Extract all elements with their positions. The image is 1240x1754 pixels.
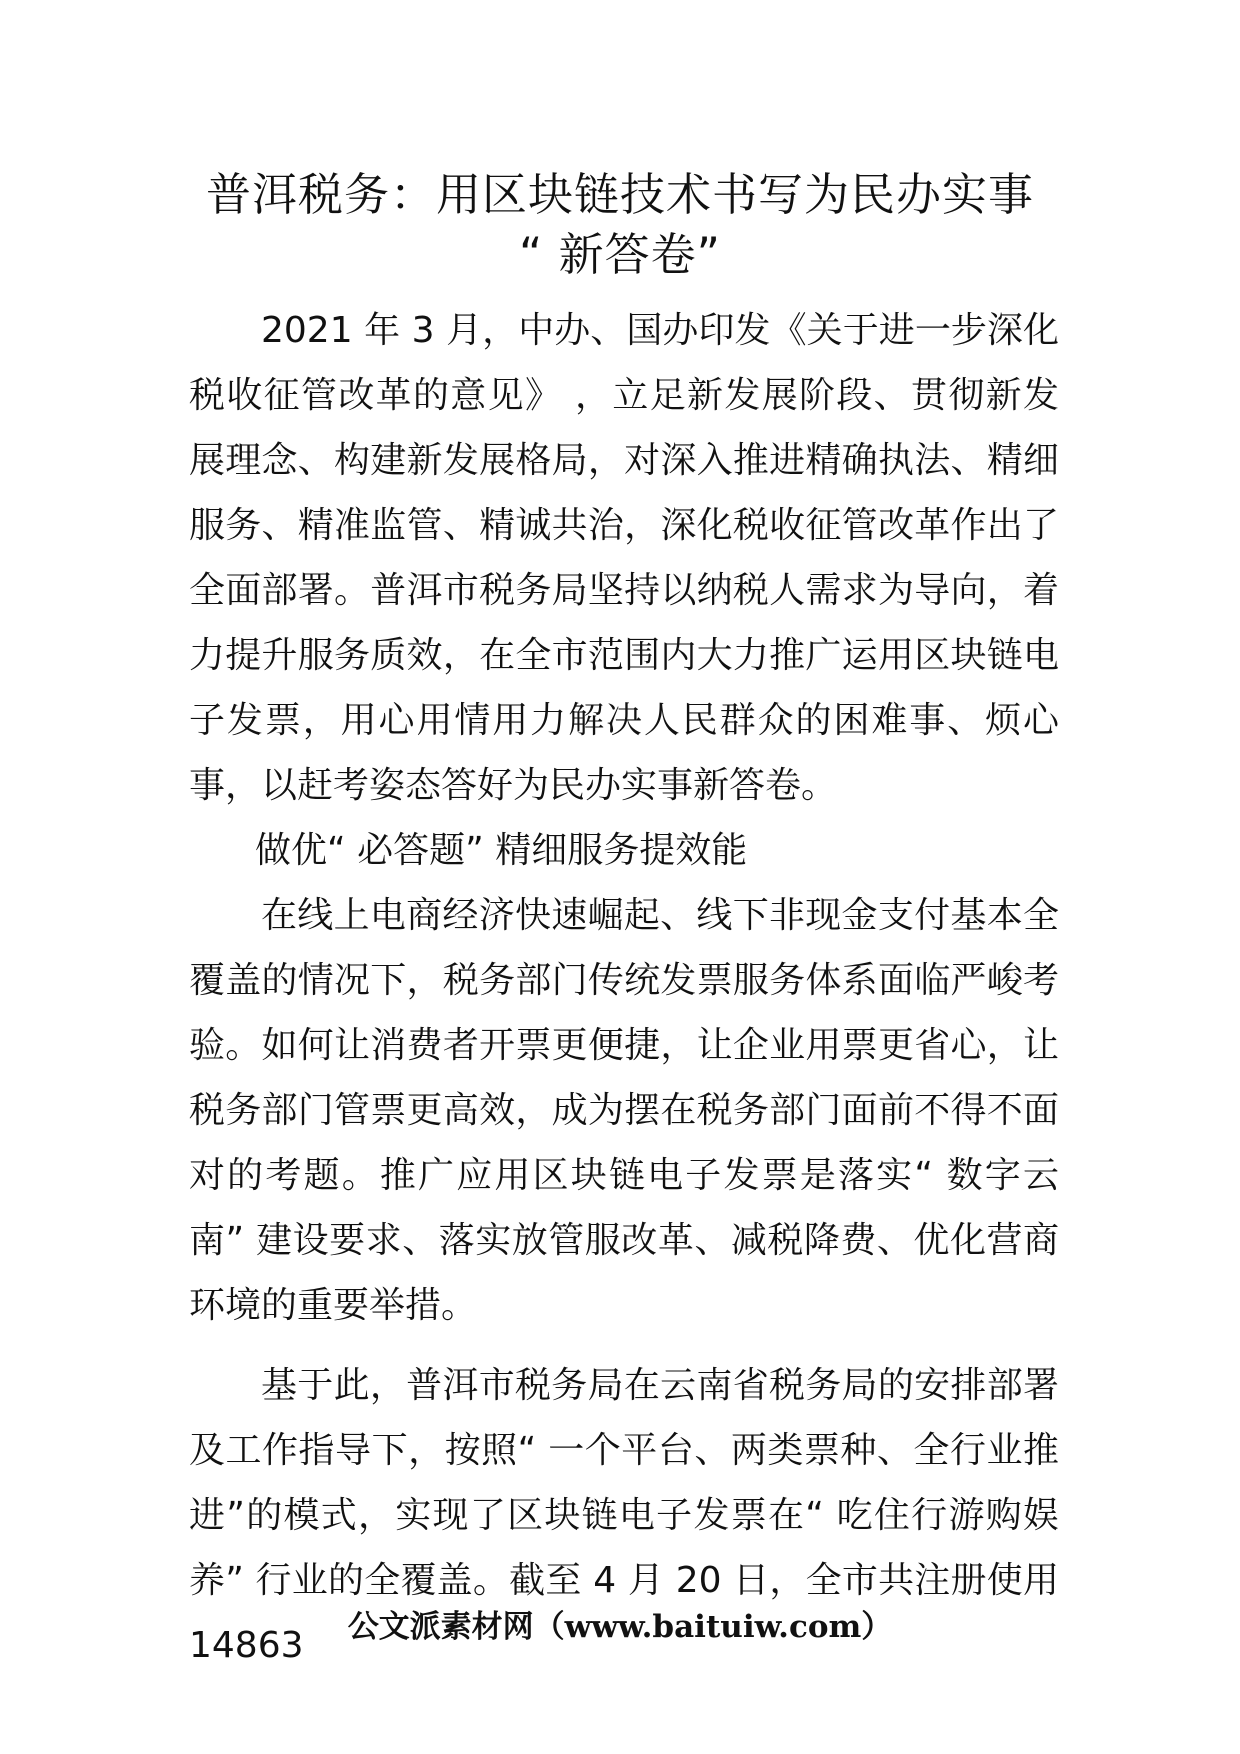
section-heading: 做优“ 必答题” 精细服务提效能 bbox=[255, 830, 748, 871]
paragraph-implementation: 基于此，普洱市税务局在云南省税务局的安排部署及工作指导下，按照“ 一个平台、两类票种、全行业推进”的模式，实现了区块链电子发票在“ 吃住行游购娱养” 行业的全覆盖。截至 4 月 20 日，全市共注册使用 14863 bbox=[189, 1365, 1059, 1666]
paragraph-background: 在线上电商经济快速崛起、线下非现金支付基本全覆盖的情况下，税务部门传统发票服务体系面临严峻考验。如何让消费者开票更便捷，让企业用票更省心，让税务部门管票更高效，成为摆在税务部门面前不得不面对的考题。推广应用区块链电子发票是落实“ 数字云南” 建设要求、落实放管服改革、减税降费、优化营商环境的重要举措。 bbox=[189, 895, 1059, 1326]
page-footer: 公文派素材网（www.baituiw.com） bbox=[347, 1609, 893, 1645]
title-line-2: “ 新答卷” bbox=[519, 228, 721, 281]
document-body bbox=[189, 298, 1059, 1678]
document-title bbox=[150, 165, 1090, 285]
title-line-1: 普洱税务：用区块链技术书写为民办实事 bbox=[205, 168, 1034, 221]
paragraph-intro: 2021 年 3 月，中办、国办印发《关于进一步深化税收征管改革的意见》 ，立足新发展阶段、贯彻新发展理念、构建新发展格局，对深入推进精确执法、精细服务、精准监管、精诚共治，深化税收征管改革作出了全面部署。普洱市税务局坚持以纳税人需求为导向，着力提升服务质效，在全市范围内大力推广运用区块链电子发票，用心用情用力解决人民群众的困难事、烦心事，以赶考姿态答好为民办实事新答卷。 bbox=[189, 310, 1059, 806]
